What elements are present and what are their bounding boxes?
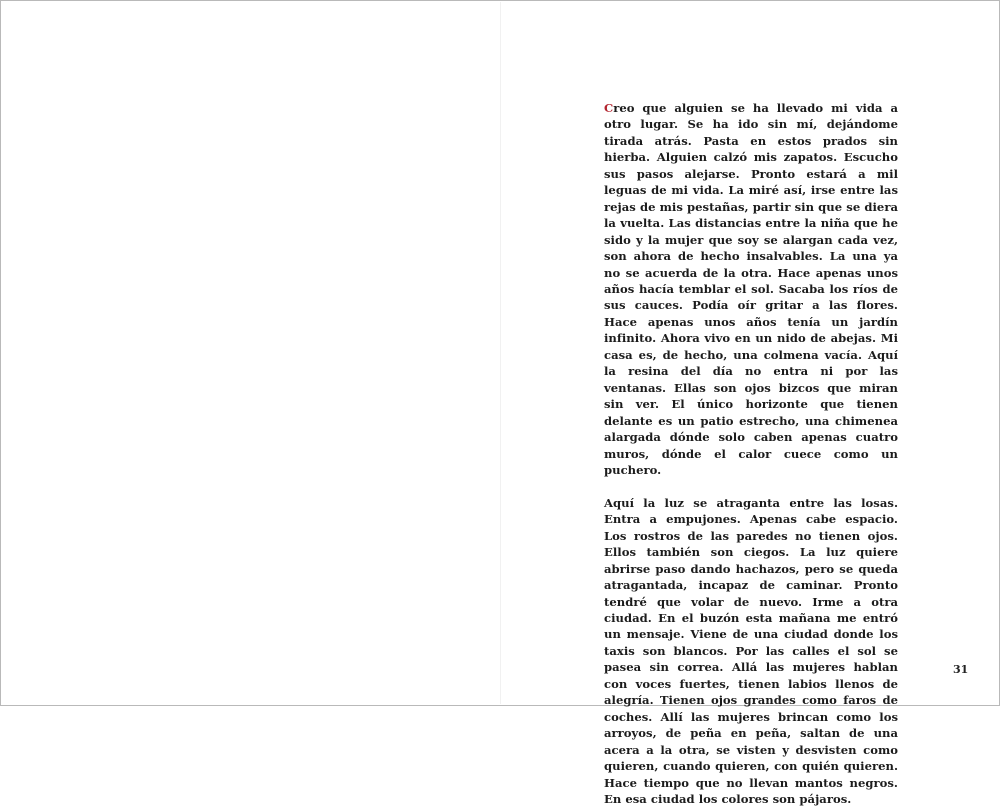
page-number: 31 <box>953 663 969 676</box>
paragraph-2: Aquí la luz se atraganta entre las losas. Entra a empujones. Apenas cabe espacio. Los rostros de las paredes no tienen ojos. Ellos también son ciegos. La luz quiere abrirse paso dando hachazos, pero se queda atragantada, incapaz de caminar. Pronto tendré que volar de nuevo. Irme a otra ciudad. En el buzón esta mañana me entró un mensaje. Viene de una ciudad donde los taxis son blancos. Por las calles el sol se pasea sin correa. Allá las mujeres hablan con voces fuertes, tienen labios llenos de alegría. Tienen ojos grandes como faros de coches. Allí las mujeres brincan como los arroyos, de peña en peña, saltan de una acera a la otra, se visten y desvisten como quieren, cuando quieren, con quién quieren. Hace tiempo que no llevan mantos negros. En esa ciudad los colores son pájaros. <box>604 495 898 807</box>
initial-letter: C <box>604 101 614 115</box>
paragraph-1 <box>604 100 898 478</box>
body-text <box>604 100 898 807</box>
paragraph-1-text: reo que alguien se ha llevado mi vida a otro lugar. Se ha ido sin mí, dejándome tirada atrás. Pasta en estos prados sin hierba. Alguien calzó mis zapatos. Escucho sus pasos alejarse. Pronto estará a mil leguas de mi vida. La miré así, irse entre las rejas de mis pestañas, partir sin que se diera la vuelta. Las distancias entre la niña que he sido y la mujer que soy se alargan cada vez, son ahora de hecho insalvables. La una ya no se acuerda de la otra. Hace apenas unos años hacía temblar el sol. Sacaba los ríos de sus cauces. Podía oír gritar a las flores. Hace apenas unos años tenía un jardín infinito. Ahora vivo en un nido de abejas. Mi casa es, de hecho, una colmena vacía. Aquí la resina del día no entra ni por las ventanas. Ellas son ojos bizcos que miran sin ver. El único horizonte que tienen delante es un patio estrecho, una chimenea alargada dónde solo caben apenas cuatro muros, dónde el calor cuece como un puchero. <box>604 101 898 477</box>
page-gutter <box>500 2 501 704</box>
